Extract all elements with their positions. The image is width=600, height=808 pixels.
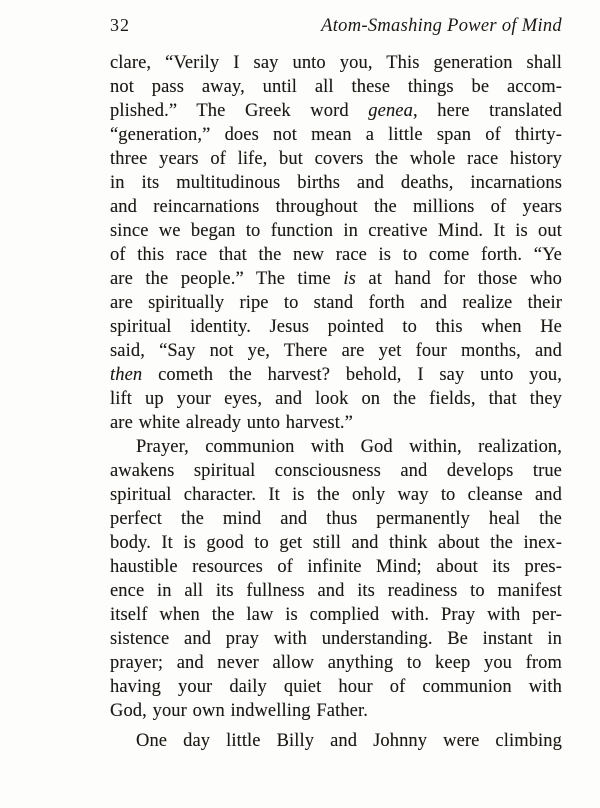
- text-segment: haustible resources of infinite Mind; about its pres-: [110, 557, 562, 577]
- text-line: [110, 729, 562, 753]
- text-segment: clare, “Verily I say unto you, This generation shall: [110, 53, 562, 73]
- text-segment: body. It is good to get still and think about the inex-: [110, 533, 562, 553]
- paragraph: [110, 51, 562, 435]
- text-segment: prayer; and never allow anything to keep you from: [110, 653, 562, 673]
- italic-text-segment: is: [343, 269, 356, 289]
- text-line: [110, 483, 562, 507]
- text-segment: God, your own indwelling Father.: [110, 701, 368, 721]
- text-segment: are white already unto harvest.”: [110, 413, 353, 433]
- text-segment: One day little Billy and Johnny were climbing: [136, 731, 562, 751]
- text-segment: sistence and pray with understanding. Be instant in: [110, 629, 562, 649]
- running-title: Atom-Smashing Power of Mind: [321, 16, 562, 36]
- text-line: [110, 171, 562, 195]
- page-header: [110, 14, 562, 37]
- page-number: 32: [110, 15, 130, 35]
- text-segment: lift up your eyes, and look on the fields, that they: [110, 389, 562, 409]
- text-line: [110, 387, 562, 411]
- text-line: [110, 627, 562, 651]
- text-line: [110, 315, 562, 339]
- text-segment: three years of life, but covers the whole race history: [110, 149, 562, 169]
- text-segment: spiritual identity. Jesus pointed to this when He: [110, 317, 562, 337]
- text-segment: not pass away, until all these things be accom-: [110, 77, 562, 97]
- text-segment: cometh the harvest? behold, I say unto you,: [142, 365, 562, 385]
- text-segment: are spiritually ripe to stand forth and realize their: [110, 293, 562, 313]
- text-line: [110, 507, 562, 531]
- text-line: [110, 195, 562, 219]
- text-segment: “generation,” does not mean a little span of thirty-: [110, 125, 562, 145]
- text-segment: at hand for those who: [355, 269, 562, 289]
- text-line: [110, 531, 562, 555]
- text-segment: , here translated: [412, 101, 562, 121]
- text-line: [110, 51, 562, 75]
- text-line: [110, 411, 562, 435]
- text-segment: in its multitudinous births and deaths, incarnations: [110, 173, 562, 193]
- text-line: [110, 555, 562, 579]
- text-segment: said, “Say not ye, There are yet four months, and: [110, 341, 562, 361]
- text-line: [110, 267, 562, 291]
- text-line: [110, 579, 562, 603]
- paragraph: [110, 435, 562, 723]
- text-line: [110, 699, 562, 723]
- text-segment: perfect the mind and thus permanently heal the: [110, 509, 562, 529]
- text-segment: Prayer, communion with God within, realization,: [136, 437, 562, 457]
- text-line: [110, 603, 562, 627]
- text-segment: are the people.” The time: [110, 269, 344, 289]
- text-segment: itself when the law is complied with. Pray with per-: [110, 605, 562, 625]
- text-line: [110, 99, 562, 123]
- text-segment: and reincarnations throughout the millions of years: [110, 197, 562, 217]
- page-body: [110, 51, 562, 753]
- text-line: [110, 219, 562, 243]
- text-line: [110, 75, 562, 99]
- italic-text-segment: genea: [368, 101, 413, 121]
- text-line: [110, 147, 562, 171]
- text-segment: awakens spiritual consciousness and develops true: [110, 461, 562, 481]
- text-segment: of this race that the new race is to come forth. “Ye: [110, 245, 562, 265]
- text-line: [110, 675, 562, 699]
- text-segment: spiritual character. It is the only way to cleanse and: [110, 485, 562, 505]
- text-line: [110, 339, 562, 363]
- text-segment: plished.” The Greek word: [110, 101, 369, 121]
- italic-text-segment: then: [110, 365, 143, 385]
- text-line: [110, 243, 562, 267]
- text-line: [110, 459, 562, 483]
- paragraph: [110, 729, 562, 753]
- text-line: [110, 123, 562, 147]
- text-line: [110, 363, 562, 387]
- text-line: [110, 651, 562, 675]
- text-segment: having your daily quiet hour of communion with: [110, 677, 562, 697]
- text-segment: ence in all its fullness and its readiness to manifest: [110, 581, 562, 601]
- text-line: [110, 291, 562, 315]
- text-line: [110, 435, 562, 459]
- text-segment: since we began to function in creative Mind. It is out: [110, 221, 562, 241]
